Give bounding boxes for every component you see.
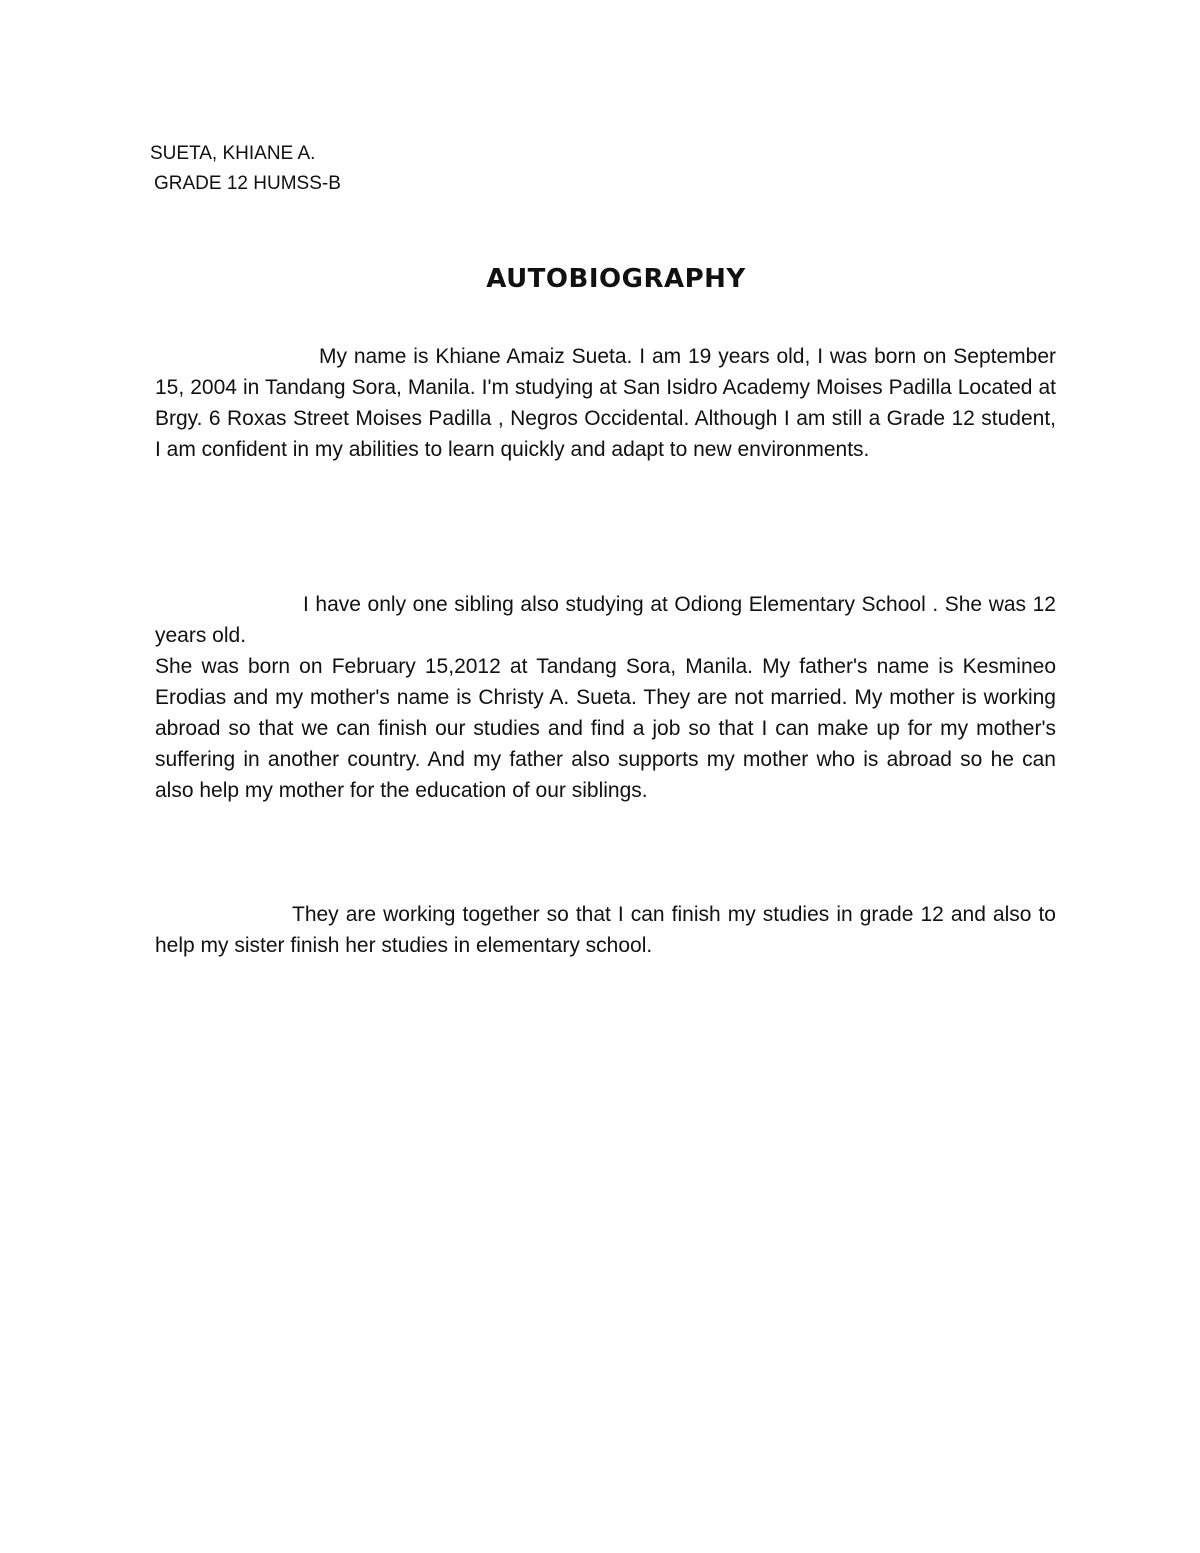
paragraph-sibling: I have only one sibling also studying at Odiong Elementary School . She was 12 years old. [155, 593, 1056, 647]
student-name: SUETA, KHIANE A. [150, 143, 316, 164]
paragraph-conclusion: They are working together so that I can finish my studies in grade 12 and also to help my sister finish her studies in elementary school. [155, 903, 1056, 957]
grade-section: GRADE 12 HUMSS-B [154, 173, 341, 194]
paragraph-family: She was born on February 15,2012 at Tandang Sora, Manila. My father's name is Kesmineo Erodias and my mother's name is Christy A. Sueta. They are not married. My mother is working abroad so that we can finish our studies and find a job so that I can make up for my mother's suffering in another country. And my father also supports my mother who is abroad so he can also help my mother for the education of our siblings. [155, 655, 1056, 802]
document-title: AUTOBIOGRAPHY [486, 264, 746, 294]
paragraph-introduction: My name is Khiane Amaiz Sueta. I am 19 years old, I was born on September 15, 2004 in Tandang Sora, Manila. I'm studying at San Isidro Academy Moises Padilla Located at Brgy. 6 Roxas Street Moises Padilla , Negros Occidental. Although I am still a Grade 12 student, I am confident in my abilities to learn quickly and adapt to new environments. [155, 345, 1056, 461]
